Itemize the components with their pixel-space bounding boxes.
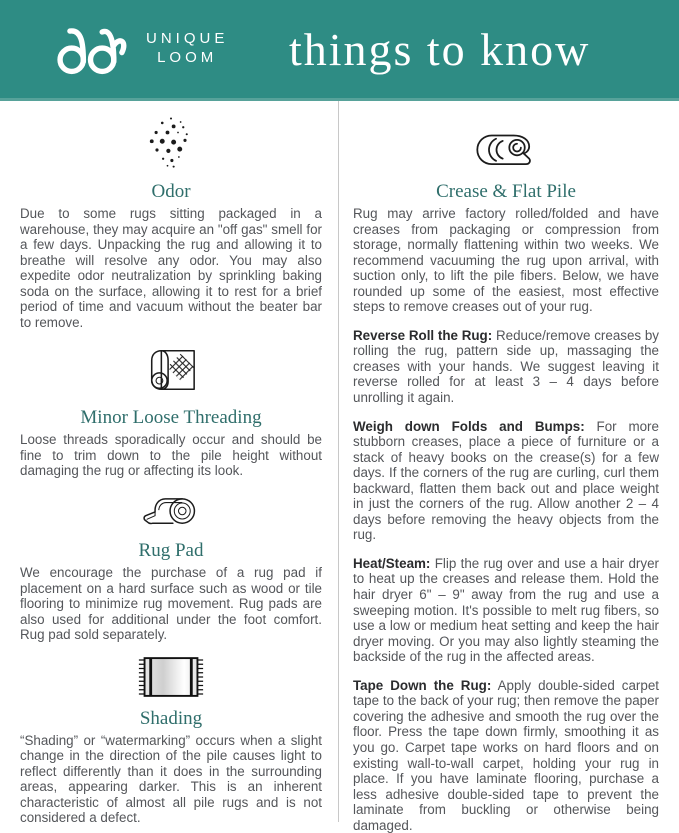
tip-heat-steam-body: Flip the rug over and use a hair dryer to heat up the creases and release them. Hold the hair dryer 6" – 9" away from the rug and use a sweeping motion. It's possible to melt rug fibers, so use a low or medium heat setting and keep the hair dryer moving. Or you may also lightly steaming the backside of the rug in the affected areas.: [353, 555, 659, 665]
loose-threading-icon: [20, 343, 322, 402]
tip-weigh-down: [353, 419, 659, 543]
left-column: [0, 101, 339, 826]
tip-heat-steam-lead: Heat/Steam:: [353, 555, 431, 571]
shading-icon: [20, 656, 322, 703]
tip-tape-down-lead: Tape Down the Rug:: [353, 677, 492, 693]
brand-block: [52, 18, 228, 80]
section-body-crease: Rug may arrive factory rolled/folded and have creases from packaging or compression from storage, normally flattening within two weeks. We recommend vacuuming the rug upon arrival, with suction only, to lift the pile fibers. Below, we have rounded up some of the easiest, most effective steps to remove creases out of your rug.: [353, 206, 659, 315]
crease-roll-icon: [353, 133, 659, 176]
section-heading-odor: Odor: [151, 181, 191, 202]
section-heading-rug-pad: Rug Pad: [138, 540, 204, 562]
page-title: things to know: [288, 23, 591, 75]
tip-weigh-down-lead: Weigh down Folds and Bumps:: [353, 418, 585, 434]
section-heading-shading: Shading: [139, 707, 203, 729]
section-heading-loose-threading: Minor Loose Threading: [80, 407, 262, 429]
content-columns: [0, 101, 679, 833]
brand-name: [146, 30, 228, 68]
tip-reverse-roll-body: Reduce/remove creases by rolling the rug, pattern side up, massaging the creases with your hands. We suggest leaving it reverse rolled for at least 3 – 4 days before unrolling it again.: [353, 327, 659, 406]
tip-reverse-roll-lead: Reverse Roll the Rug:: [353, 327, 493, 343]
unique-loom-logo: [52, 18, 138, 80]
section-rug-pad: [20, 492, 322, 643]
section-crease-flat-pile: [353, 133, 659, 315]
section-shading: [20, 656, 322, 826]
section-body-odor: Due to some rugs sitting packaged in a warehouse, they may acquire an "off gas" smell for a few days. Unpacking the rug and allowing it to breathe will resolve any odor. You may also expedite odor neutralization by sprinkling baking soda on the surface, allowing it to rest for a brief period of time and vacuum without the beater bar to remove.: [20, 206, 322, 330]
right-column: [339, 101, 679, 833]
section-body-loose-threading: Loose threads sporadically occur and should be fine to trim down to the pile height without damaging the rug or affecting its look.: [20, 432, 322, 479]
section-heading-crease: Crease & Flat Pile: [436, 181, 576, 202]
brand-name-line2: LOOM: [157, 49, 218, 66]
section-body-rug-pad: We encourage the purchase of a rug pad if placement on a hard surface such as wood or tile flooring to minimize rug movement. Rug pads are also used for additional under the foot comfort. Rug pad sold separately.: [20, 565, 322, 643]
brand-name-line1: UNIQUE: [146, 30, 229, 48]
tip-tape-down-body: Apply double-sided carpet tape to the back of your rug; then remove the paper covering the adhesive and smooth the rug over the floor. Press the tape down firmly, smoothing it as you go. Carpet tape works on hard floors and on existing wall-to-wall carpet, holding your rug in place. If you have laminate flooring, purchase a less adhesive double-sided tape to prevent the laminate from buckling or otherwise being damaged.: [353, 677, 660, 833]
tip-reverse-roll: [353, 328, 659, 406]
rug-pad-icon: [20, 492, 322, 535]
odor-dots-icon: [20, 115, 322, 176]
section-body-shading: “Shading” or “watermarking” occurs when a slight change in the direction of the pile causes light to reflect differently than it does in the surrounding areas, appearing darker. This is an inherent characteristic of almost all pile rugs and is not considered a defect.: [20, 732, 322, 826]
tip-weigh-down-body: For more stubborn creases, place a piece of furniture or a stack of heavy books on the crease(s) for a few days. If the corners of the rug are curling, curl them backward, flatten them back out and place weight in just the corners of the rug. Allow another 2 – 4 days before removing the heavy objects from the rug.: [353, 418, 659, 543]
tip-heat-steam: [353, 556, 659, 665]
tip-tape-down: [353, 678, 659, 833]
section-loose-threading: [20, 343, 322, 479]
header-banner: [0, 0, 679, 101]
section-odor: [20, 115, 322, 330]
